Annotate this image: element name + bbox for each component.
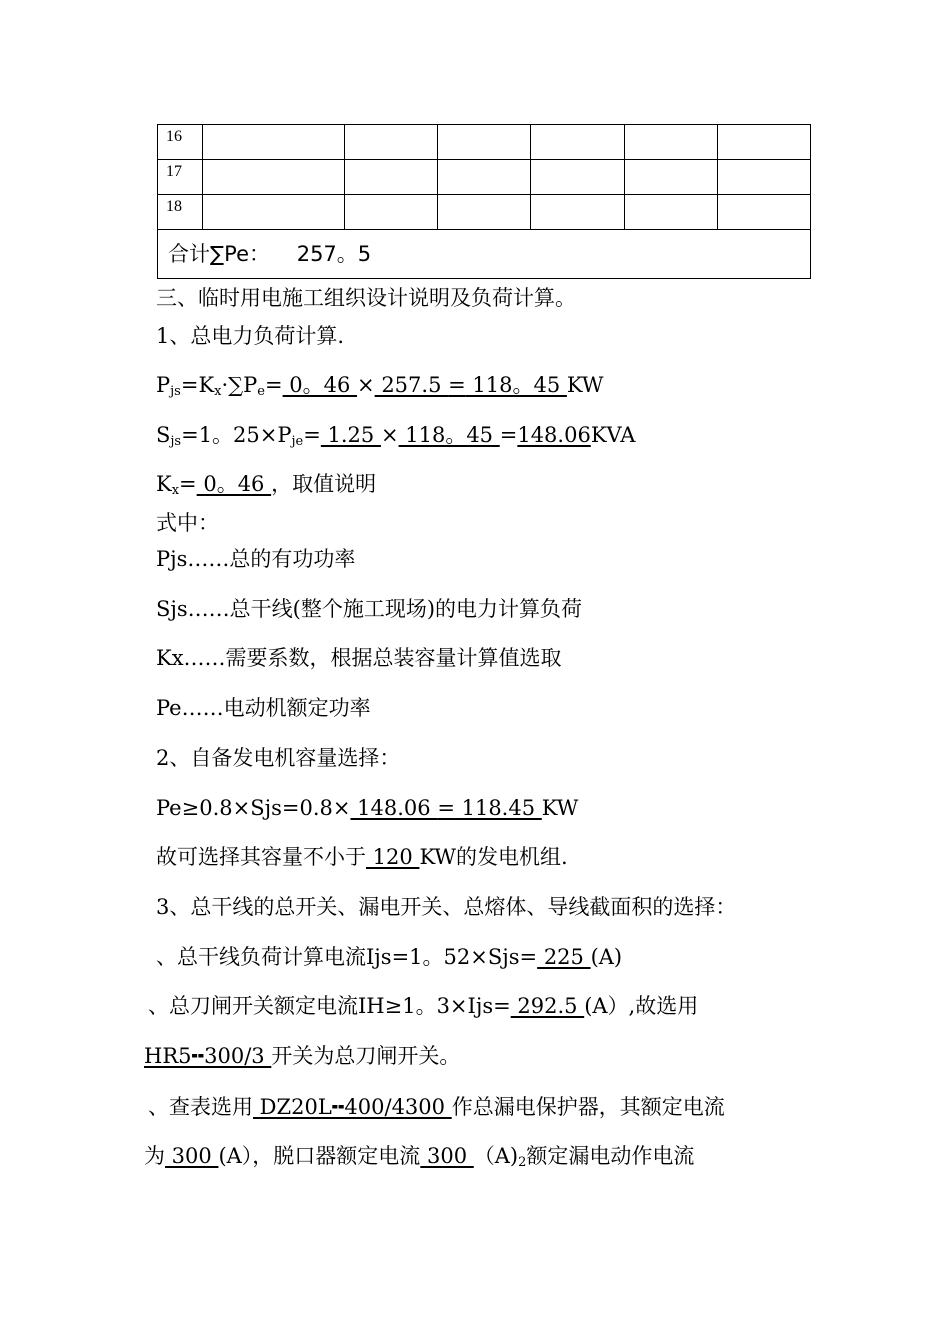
sjs-formula: $S_{js}=1$。$25\times P_{je}= 1.25 \times 118$。45 =148.06KVA <box>156 423 636 449</box>
load-table <box>157 124 811 279</box>
item2-title: 2、自备发电机容量选择： <box>156 746 401 770</box>
total-cell <box>158 230 811 279</box>
definition-pe: Pe……电动机额定功率 <box>156 696 371 720</box>
row-number: 18 <box>158 195 203 230</box>
table-row <box>158 125 811 160</box>
section3-title: 三、临时用电施工组织设计说明及负荷计算。 <box>156 286 576 310</box>
ijs-line: 、总干线负荷计算电流Ijs=1。52×Sjs= 225 (A) <box>156 945 623 969</box>
generator-choice: 故可选择其容量不小于 120 KW的发电机组. <box>156 845 568 869</box>
total-value: 257。5 <box>296 242 372 266</box>
row-number: 17 <box>158 160 203 195</box>
item1-title: 1、总电力负荷计算. <box>156 324 345 348</box>
generator-formula: Pe≥0.8×Sjs=0.8× 148.06 = 118.45 KW <box>156 796 579 820</box>
ih-line: 、总刀闸开关额定电流IH≥1。3×Ijs= 292.5 (A）,故选用 <box>148 994 699 1018</box>
table-row <box>158 195 811 230</box>
table-row <box>158 160 811 195</box>
definition-kx: Kx……需要系数，根据总装容量计算值选取 <box>156 646 562 670</box>
dz-line: 、查表选用 DZ20L╍400/4300 作总漏电保护器，其额定电流 <box>148 1095 725 1119</box>
definition-sjs: Sjs……总干线(整个施工现场)的电力计算负荷 <box>156 597 583 621</box>
row-number: 16 <box>158 125 203 160</box>
kx-line: $K_x= 0$。46 ，取值说明 <box>156 472 377 498</box>
table-total-row <box>158 230 811 279</box>
rated-line: 为 300 (A），脱口器额定电流 300 $(A)_2$额定漏电动作电流 <box>144 1144 695 1170</box>
total-label: 合计∑Pe： <box>168 242 270 266</box>
definition-pjs: Pjs……总的有功功率 <box>156 547 356 571</box>
item3-title: 3、总干线的总开关、漏电开关、总熔体、导线截面积的选择： <box>156 895 737 919</box>
pjs-formula: $P_{js}=K_x\cdot\sum P_e= 0$。46 × 257.5 = 118。45 KW <box>156 373 604 399</box>
where-label: 式中： <box>156 511 219 535</box>
switch-line: HR5╍300/3 开关为总刀闸开关。 <box>144 1044 461 1068</box>
